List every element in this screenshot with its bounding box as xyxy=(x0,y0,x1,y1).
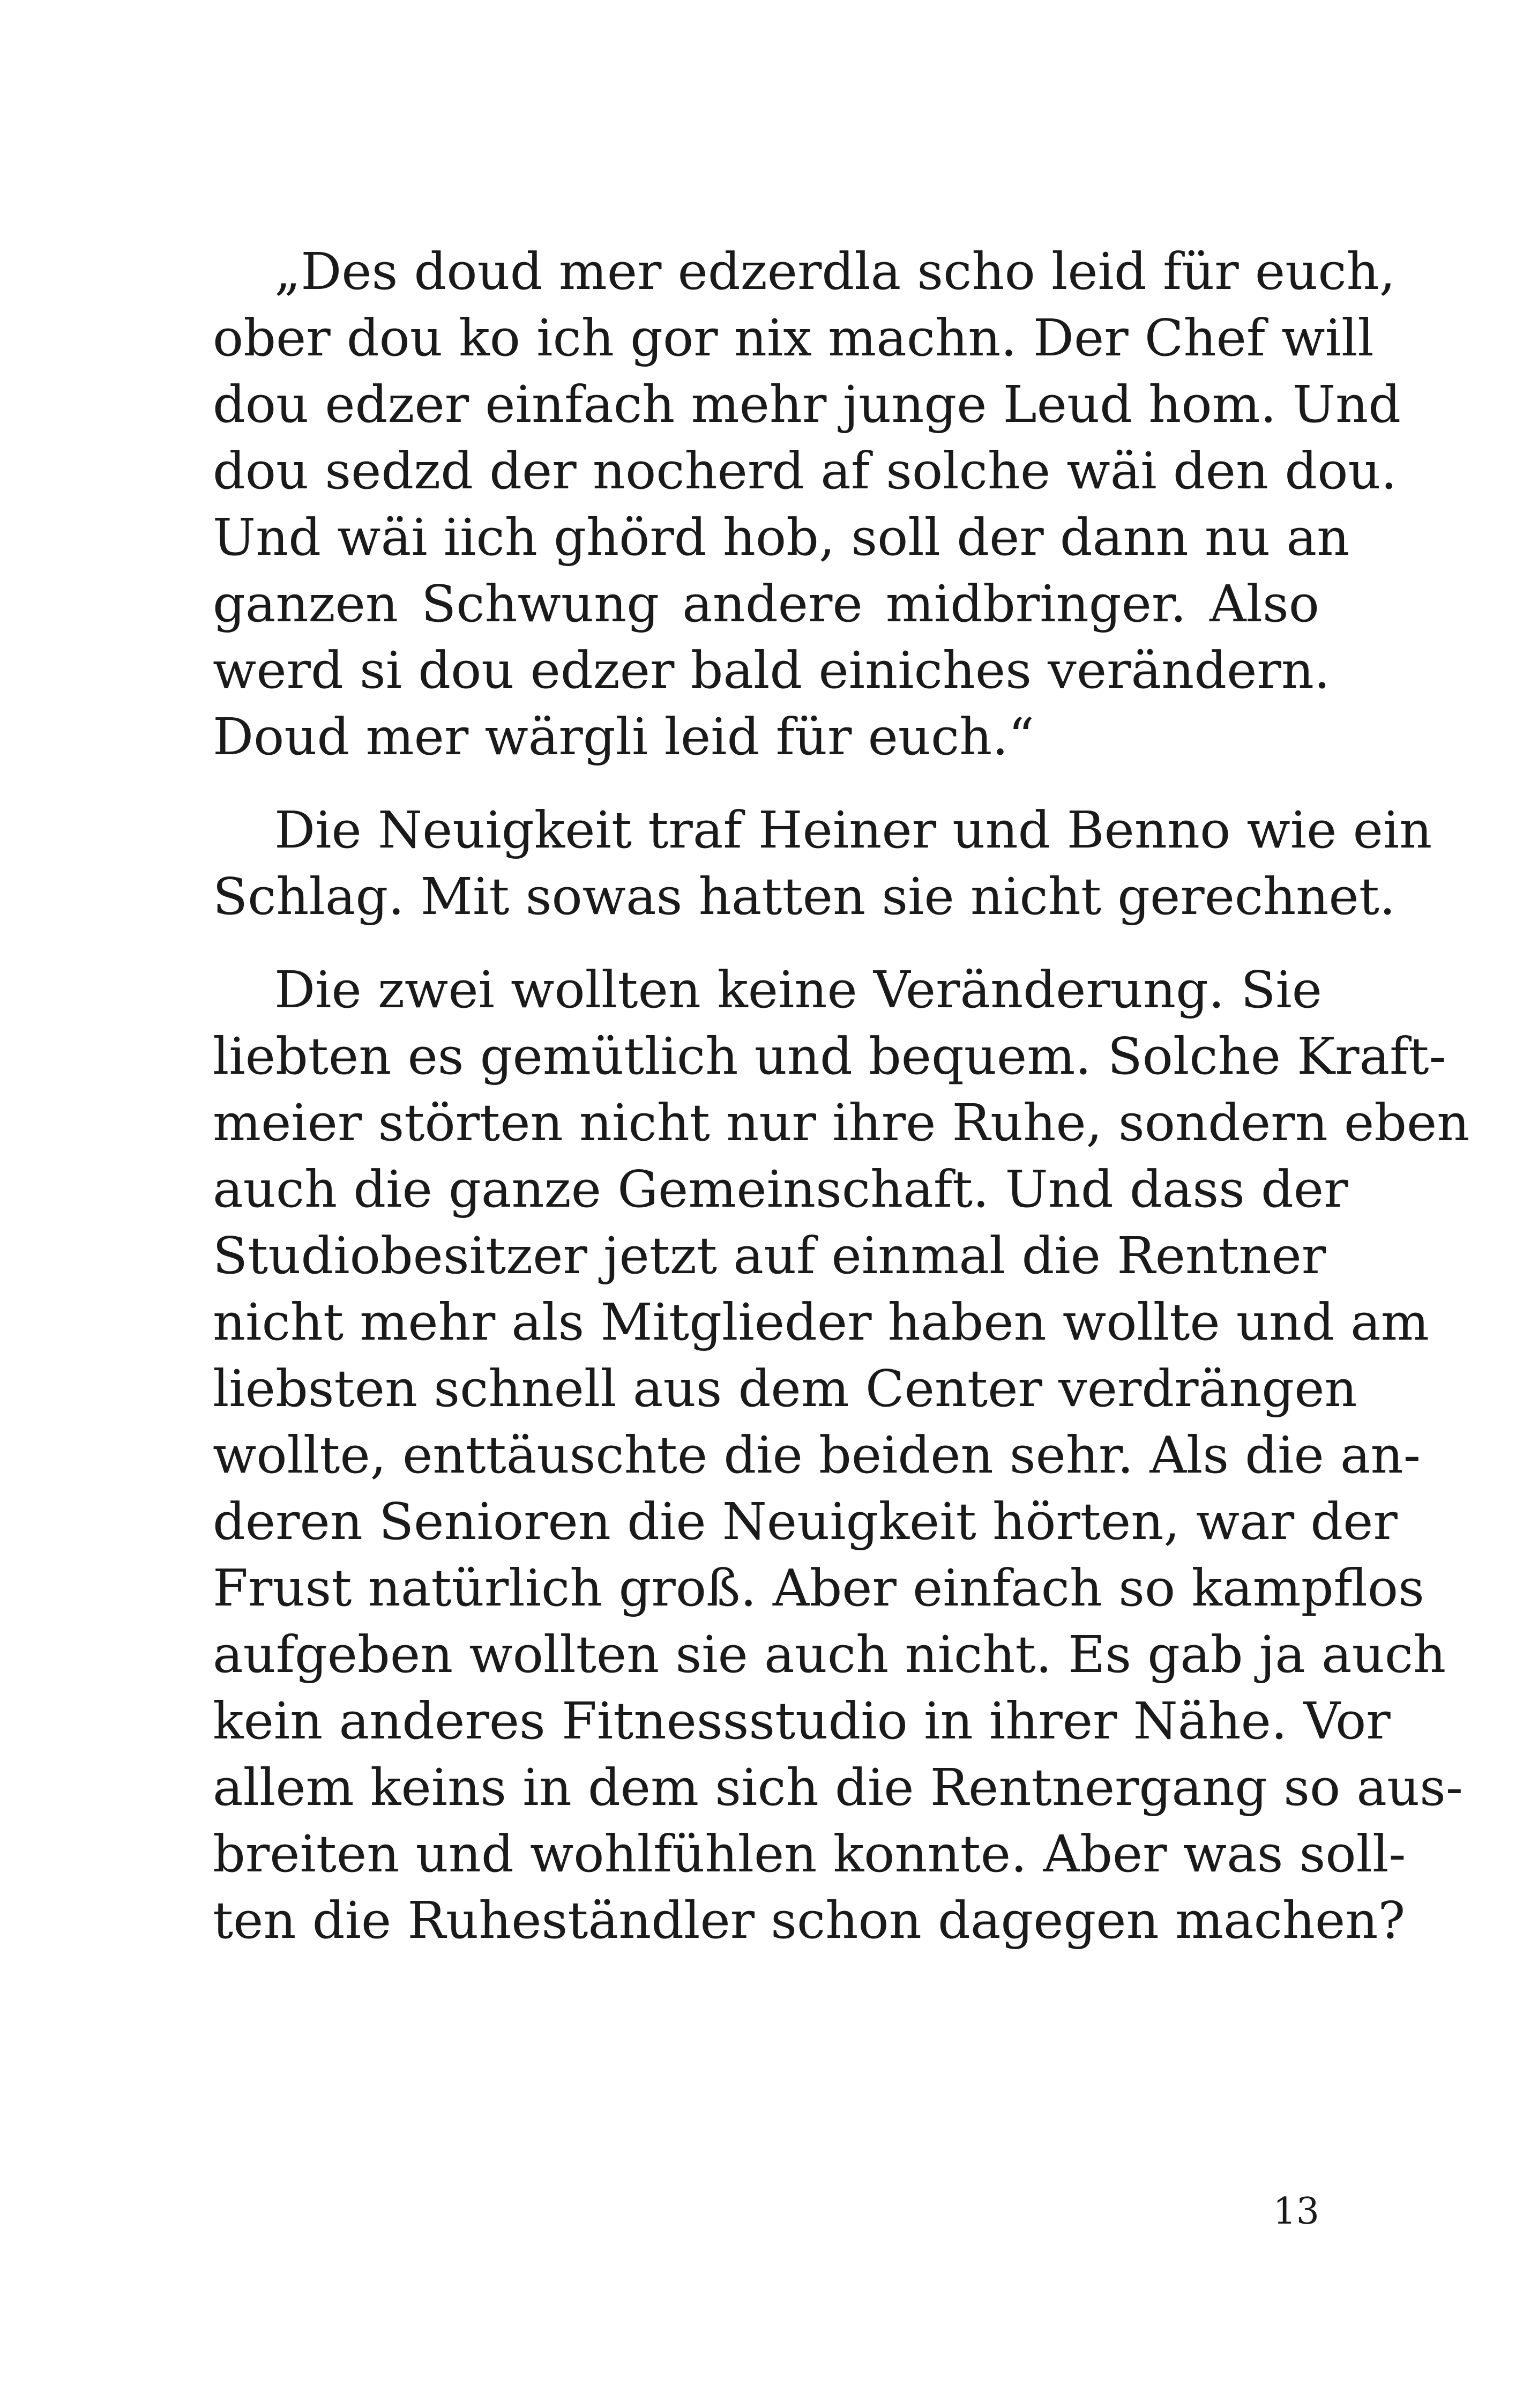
text-line: ten die Ruheständler schon dagegen machen? xyxy=(213,1891,1406,1950)
text-line: „Des doud mer edzerdla scho leid für euch, xyxy=(274,242,1395,301)
page-number: 13 xyxy=(1273,2190,1319,2233)
text-line: nicht mehr als Mitglieder haben wollte und am xyxy=(213,1293,1429,1352)
text-line: liebten es gemütlich und bequem. Solche Kraft- xyxy=(213,1027,1446,1086)
text-line: meier störten nicht nur ihre Ruhe, sondern eben xyxy=(213,1094,1470,1153)
text-line: dou sedzd der nocherd af solche wäi den dou. xyxy=(213,442,1397,501)
paragraph-dialogue xyxy=(213,239,1401,770)
text-line: Frust natürlich groß. Aber einfach so kampflos xyxy=(213,1559,1424,1618)
text-line: breiten und wohlfühlen konnte. Aber was soll- xyxy=(213,1825,1406,1884)
text-line: ober dou ko ich gor nix machn. Der Chef will xyxy=(213,309,1374,368)
body-text xyxy=(213,239,1470,1981)
text-line: dou edzer einfach mehr junge Leud hom. Und xyxy=(213,375,1401,434)
paragraph-news xyxy=(213,797,1432,930)
text-line: Schlag. Mit sowas hatten sie nicht gerechnet. xyxy=(213,867,1396,926)
text-line: aufgeben wollten sie auch nicht. Es gab ja auch xyxy=(213,1625,1446,1684)
text-line: Die zwei wollten keine Veränderung. Sie xyxy=(274,961,1323,1020)
text-line: werd si dou edzer bald einiches verändern. xyxy=(213,641,1331,700)
text-line: Doud mer wärgli leid für euch.“ xyxy=(213,708,1035,767)
text-line: ganzen Schwung andere midbringer. Also xyxy=(213,575,1319,634)
text-line: liebsten schnell aus dem Center verdrängen xyxy=(213,1359,1357,1418)
text-line: Die Neuigkeit traf Heiner und Benno wie ein xyxy=(274,801,1432,860)
text-line: allem keins in dem sich die Rentnergang so aus- xyxy=(213,1758,1464,1817)
text-line: kein anderes Fitnessstudio in ihrer Nähe. Vor xyxy=(213,1692,1391,1751)
text-line: Studiobesitzer jetzt auf einmal die Rentner xyxy=(213,1227,1326,1285)
text-line: auch die ganze Gemeinschaft. Und dass der xyxy=(213,1160,1348,1219)
paragraph-reaction xyxy=(213,957,1470,1954)
text-line: wollte, enttäuschte die beiden sehr. Als die an- xyxy=(213,1426,1421,1485)
text-line: Und wäi iich ghörd hob, soll der dann nu an xyxy=(213,508,1350,567)
text-line: deren Senioren die Neuigkeit hörten, war der xyxy=(213,1492,1398,1551)
